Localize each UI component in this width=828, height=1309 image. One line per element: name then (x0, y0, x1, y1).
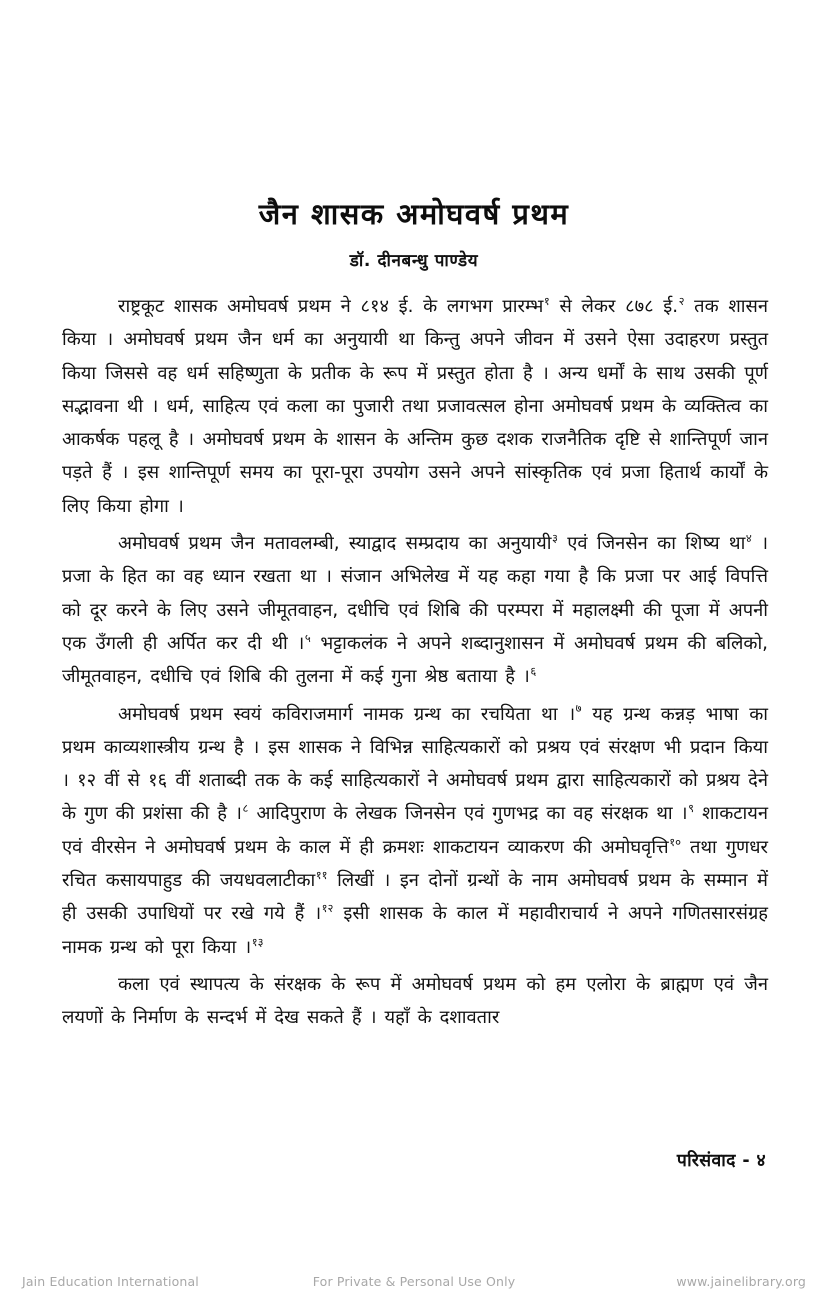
page-title: जैन शासक अमोघवर्ष प्रथम (258, 197, 570, 231)
author-byline: डॉ. दीनबन्धु पाण्डेय (349, 251, 479, 272)
footnote-marker: १ (543, 293, 550, 308)
paragraph: राष्ट्रकूट शासक अमोघवर्ष प्रथम ने ८१४ ई. के लगभग प्रारम्भ$^१$ से लेकर ८७८ ई.$^२$ तक शासन किया । अमोघवर्ष प्रथम जैन धर्म का अनुयायी था किन्तु अपने जीवन में उसने ऐसा उदाहरण प्रस्तुत किया जिससे वह धर्म सहिष्णुता के प्रतीक के रूप में प्रस्तुत होता है । अन्य धर्मों के साथ उसकी पूर्ण सद्भावना थी । धर्म, साहित्य एवं कला का पुजारी तथा प्रजावत्सल होना अमोघवर्ष प्रथम के व्यक्तित्व का आकर्षक पहलू है । अमोघवर्ष प्रथम के शासन के अन्तिम कुछ दशक राजनैतिक दृष्टि से शान्तिपूर्ण जान पड़ते हैं । इस शान्तिपूर्ण समय का पूरा-पूरा उपयोग उसने अपने सांस्कृतिक एवं प्रजा हितार्थ कार्यों के लिए किया होगा । (62, 293, 769, 517)
footnote-marker: २ (678, 293, 685, 308)
footnote-marker: ९ (688, 801, 695, 816)
footnote-marker: ८ (242, 801, 249, 816)
footnote-marker: ७ (575, 701, 582, 716)
body-text-column (62, 290, 768, 1035)
footnote-marker: १० (669, 834, 681, 849)
paragraph: अमोघवर्ष प्रथम जैन मतावलम्बी, स्याद्वाद सम्प्रदाय का अनुयायी$^३$ एवं जिनसेन का शिष्य था$^४$ । प्रजा के हित का वह ध्यान रखता था । संजान अभिलेख में यह कहा गया है कि प्रजा पर आई विपत्ति को दूर करने के लिए उसने जीमूतवाहन, दधीचि एवं शिबि की परम्परा में महालक्ष्मी की पूजा में अपनी एक उँगली ही अर्पित कर दी थी ।$^५$ भट्टाकलंक ने अपने शब्दानुशासन में अमोघवर्ष प्रथम की बलिको, जीमूतवाहन, दधीचि एवं शिबि की तुलना में कई गुना श्रेष्ठ बताया है ।$^६$ (62, 530, 768, 688)
title-block (0, 196, 828, 271)
footnote-marker: ३ (552, 530, 558, 545)
footnote-marker: ११ (315, 867, 328, 882)
paragraph: अमोघवर्ष प्रथम स्वयं कविराजमार्ग नामक ग्रन्थ का रचयिता था ।$^७$ यह ग्रन्थ कन्नड़ भाषा का प्रथम काव्यशास्त्रीय ग्रन्थ है । इस शासक ने विभिन्न साहित्यकारों को प्रश्रय एवं संरक्षण भी प्रदान किया । १२ वीं से १६ वीं शताब्दी तक के कई साहित्यकारों ने अमोघवर्ष प्रथम द्वारा साहित्यकारों को प्रश्रय देने के गुण की प्रशंसा की है ।$^८$ आदिपुराण के लेखक जिनसेन एवं गुणभद्र का वह संरक्षक था ।$^९$ शाकटायन एवं वीरसेन ने अमोघवर्ष प्रथम के काल में ही क्रमशः शाकटायन व्याकरण की अमोघवृत्ति$^{१०}$ तथा गुणधर रचित कसायपाहुड की जयधवलाटीका$^{११}$ लिखीं । इन दोनों ग्रन्थों के नाम अमोघवर्ष प्रथम के सम्मान में ही उसकी उपाधियों पर रखे गये हैं ।$^{१२}$ इसी शासक के काल में महावीराचार्य ने अपने गणितसारसंग्रह नामक ग्रन्थ को पूरा किया ।$^{१३}$ (62, 701, 768, 958)
scan-footer (0, 1268, 828, 1294)
footnote-marker: १३ (251, 934, 264, 949)
footnote-marker: ६ (530, 664, 537, 679)
footer-website[interactable]: www.jainelibrary.org (676, 1273, 806, 1289)
series-page-mark: परिसंवाद - ४ (676, 1151, 766, 1171)
footnote-marker: ४ (745, 530, 752, 545)
footer-usage-notice: For Private & Personal Use Only (312, 1273, 516, 1289)
paragraph: कला एवं स्थापत्य के संरक्षक के रूप में अमोघवर्ष प्रथम को हम एलोरा के ब्राह्मण एवं जैन लयणों के निर्माण के सन्दर्भ में देख सकते हैं । यहाँ के दशावतार (62, 973, 768, 1029)
footnote-marker: १२ (321, 901, 334, 916)
footer-organization: Jain Education International (22, 1273, 199, 1289)
footnote-marker: ५ (304, 630, 311, 645)
